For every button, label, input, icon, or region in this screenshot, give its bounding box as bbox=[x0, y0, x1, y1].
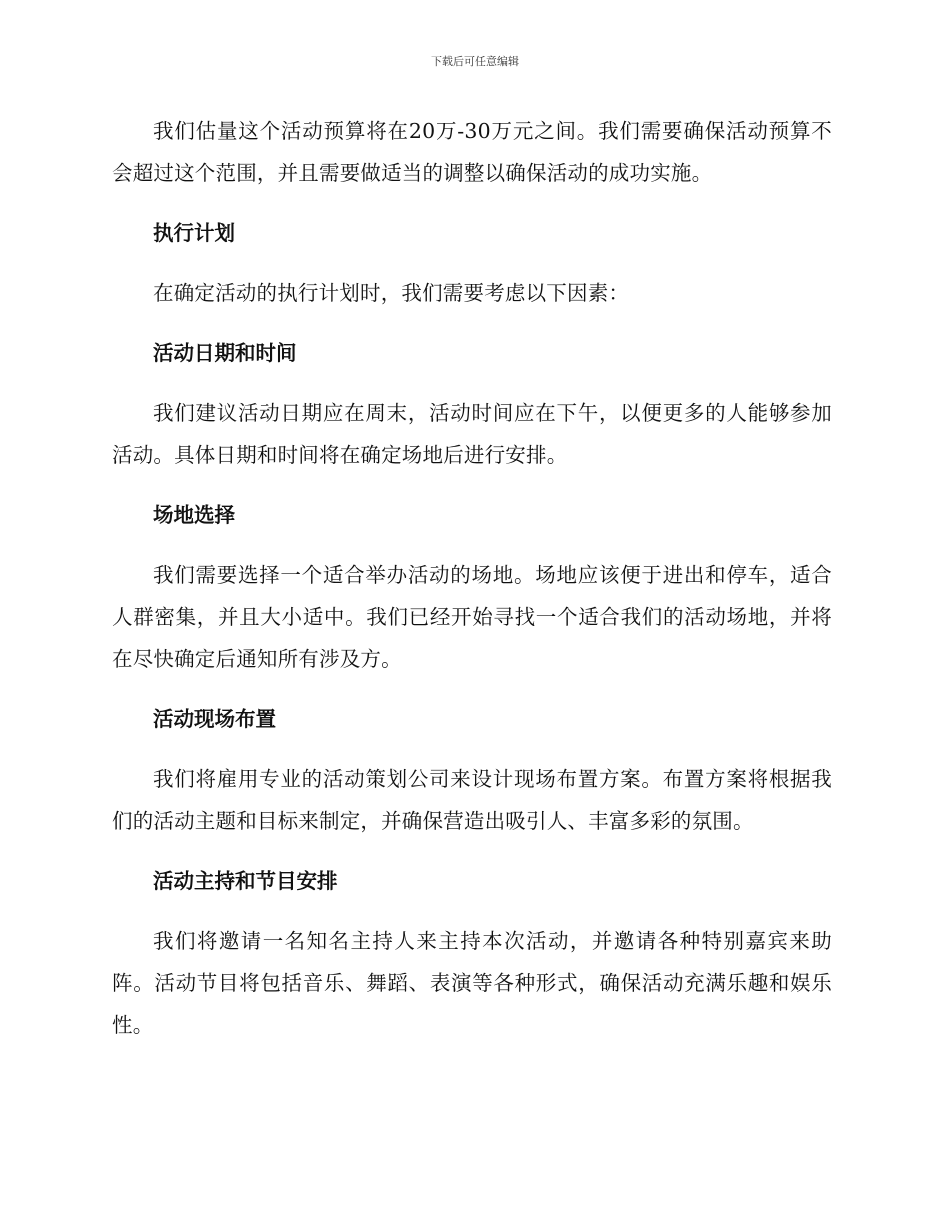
paragraph-date-time: 我们建议活动日期应在周末，活动时间应在下午，以便更多的人能够参加活动。具体日期和时间将在确定场地后进行安排。 bbox=[112, 401, 832, 467]
heading-host-program: 活动主持和节目安排 bbox=[153, 869, 338, 893]
heading-venue: 场地选择 bbox=[153, 503, 235, 527]
paragraph-venue: 我们需要选择一个适合举办活动的场地。场地应该便于进出和停车，适合人群密集，并且大小适中。我们已经开始寻找一个适合我们的活动场地，并将在尽快确定后通知所有涉及方。 bbox=[112, 563, 832, 671]
heading-site-layout: 活动现场布置 bbox=[153, 707, 276, 731]
paragraph-host-program: 我们将邀请一名知名主持人来主持本次活动，并邀请各种特别嘉宾来助阵。活动节目将包括音乐、舞蹈、表演等各种形式，确保活动充满乐趣和娱乐性。 bbox=[112, 929, 832, 1037]
paragraph-site-layout: 我们将雇用专业的活动策划公司来设计现场布置方案。布置方案将根据我们的活动主题和目标来制定，并确保营造出吸引人、丰富多彩的氛围。 bbox=[112, 767, 832, 833]
heading-execution-plan: 执行计划 bbox=[153, 221, 235, 245]
heading-date-time: 活动日期和时间 bbox=[153, 341, 297, 365]
page-header: 下载后可任意编辑 bbox=[431, 55, 519, 68]
document-body bbox=[112, 110, 832, 1064]
paragraph-budget: 我们估量这个活动预算将在20万-30万元之间。我们需要确保活动预算不会超过这个范围，并且需要做适当的调整以确保活动的成功实施。 bbox=[112, 119, 832, 185]
paragraph-execution-intro: 在确定活动的执行计划时，我们需要考虑以下因素： bbox=[153, 281, 630, 305]
